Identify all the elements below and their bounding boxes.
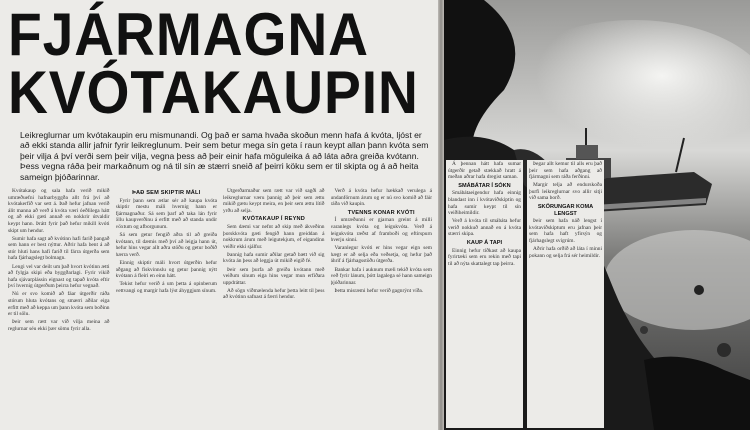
body-paragraph: Aðrir hafa orðið að láta í minni pokann og selja frá sér heimildir.	[529, 246, 602, 259]
body-paragraph: Lengi vel var deilt um það hvort kvótinn ætti að fylgja skipi eða byggðarlagi. Fyrir vikið hafa sjávarplássin eignast og tapað kvóta eftir því hvernig útgerðum þeirra hefur vegnað.	[8, 263, 110, 290]
headline-line-1: FJÁRMAGNA	[8, 1, 369, 68]
lede-paragraph: Leikreglurnar um kvótakaupin eru mismunandi. Og það er sama hvaða skoðun menn hafa á kvóta, ljóst er að ekki standa allir jafnir fyrir leikreglunum. Þeir sem betur mega sín geta í raun keypt allan þann kvóta sem þeir vilja á því verði sem þeir vilja, vegna þess að þeir einir hafa möguleika á að láta aðra greiða kvótann. Þess vegna ráða þeir markaðnum og ná til sín æ stærri sneið af þeirri köku sem er til skipta og á að heita sameign þjóðarinnar.	[20, 130, 429, 182]
article-column	[8, 188, 110, 426]
body-paragraph: Varanlegur kvóti er hins vegar eign sem hægt er að selja eða veðsetja, og hefur það áhrif á fjárhagsstöðu útgerða.	[330, 245, 432, 265]
article-column	[223, 188, 325, 426]
body-paragraph: Þetta misræmi hefur verið gagnrýnt víða.	[334, 287, 424, 294]
article-column	[527, 160, 604, 428]
article-columns	[8, 188, 432, 426]
headline-line-2: KVÓTAKAUPIN	[8, 59, 419, 126]
body-paragraph: Sumir hafa sagt að kvótinn hafi farið þangað sem hann er best nýttur. Aðrir hafa bent á að stór hluti hans hafi farið til fárra útgerða sem hafa fjárhagslegt bolmagn.	[8, 235, 110, 262]
body-paragraph: Þeir sem þurfa að greiða kvótann með veiðum sínum eiga hins vegar mun erfiðara uppdráttar.	[223, 266, 325, 286]
section-subheading: SKÖRUNGAR KOMA LENGST	[537, 204, 594, 217]
body-paragraph: Þegar allt kemur til alls eru það þeir sem hafa aðgang að fjármagni sem ráða ferðinni.	[529, 161, 602, 181]
article-column	[116, 188, 218, 426]
section-subheading: KVÓTAKAUP Í REYND	[242, 216, 306, 223]
body-paragraph: Fyrir þann sem ætlar sér að kaupa kvóta skiptir mestu máli hvernig hann er fjármagnaður. Sá sem þarf að taka lán fyrir öllu kaupverðinu á erfitt með að standa undir vöxtum og afborgunum.	[115, 197, 217, 230]
section-subheading: KAUP Á TAPI	[466, 240, 503, 247]
body-paragraph: Í umræðunni er gjarnan greint á milli varanlegs kvóta og leigukvóta. Verð á leigukvóta ræðst af framboði og eftirspurn hverju sinni.	[330, 217, 432, 244]
section-subheading: ÞAÐ SEM SKIPTIR MÁLI	[132, 190, 201, 196]
article-column	[331, 188, 433, 426]
section-subheading: SMÁBÁTAR Í SÓKN	[458, 182, 511, 189]
body-paragraph: Verð á kvóta hefur hækkað verulega á undanförnum árum og er nú svo komið að fáir ráða við kaupin.	[330, 188, 432, 208]
body-paragraph: Margir telja að endurskoða þurfi leikreglurnar svo allir sitji við sama borð.	[529, 182, 602, 202]
body-paragraph: Kvótakaup og sala hafa verið mikið umræðuefni hafnarbyggða allt frá því að kvótakerfið var sett á. Það hefur jafnan verið álit manna að verð á kvóta væri óeðlilega hátt og að ekki gæti annað en nokkrir útvaldir keypt hann. Þrátt fyrir það hefur mikill kvóti skipt um hendur.	[8, 188, 110, 234]
right-page	[444, 0, 750, 430]
body-paragraph: Sem dæmi var nefnt að skip með ákveðinn þorskkvóta gæti fengið hann greiddan á nokkrum árum með leigutekjum, ef eigandinn veiðir ekki sjálfur.	[223, 223, 325, 250]
body-paragraph: Verð á kvóta til smábáta hefur verið nokkuð annað en á kvóta stærri skipa.	[448, 218, 521, 238]
body-paragraph: Sá sem getur fengið aðra til að greiða kvótann, til dæmis með því að leigja hann út, hefur hins vegar allt aðra stöðu og getur boðið hærra verð.	[115, 232, 217, 258]
body-paragraph: Smábátaeigendur hafa einnig blandast inn í kvótaviðskiptin og hafa sumir keypt til sín veiðiheimildir.	[448, 190, 521, 217]
section-subheading: TVENNS KONAR KVÓTI	[347, 209, 415, 216]
body-paragraph: Þannig hafa sumir aðilar getað bætt við sig kvóta án þess að leggja út mikið eigið fé.	[223, 251, 325, 265]
body-paragraph: Einnig hefur tíðkast að kaupa fyrirtæki sem eru rekin með tapi til að nýta skattalegt tap þeirra.	[448, 247, 521, 267]
body-paragraph: Einnig skiptir máli hvort útgerðin hefur aðgang að fiskvinnslu og getur þannig nýtt kvótann á fleiri en einn hátt.	[115, 259, 217, 280]
body-paragraph: Þeir sem hafa náð lengst í kvótaviðskiptum eru jafnan þeir sem hafa haft yfirsýn og fjárhagslegt svigrúm.	[529, 218, 602, 245]
body-paragraph: Nú er svo komið að fáar útgerðir ráða stórum hluta kvótans og smærri aðilar eiga erfitt með að keppa um þann kvóta sem boðinn er til sölu.	[8, 291, 110, 318]
body-paragraph: Útgerðarmaður sem rætt var við sagði að leikreglurnar væru þannig að þeir sem ættu mikið gætu keypt meira, en þeir sem ættu lítið yrðu að selja.	[223, 188, 325, 214]
headline	[8, 1, 419, 126]
article-column	[446, 160, 523, 428]
body-paragraph: Að sögn viðmælenda hefur þetta leitt til þess að kvótinn safnast á færri hendur.	[223, 287, 325, 301]
body-paragraph: Á þennan hátt hafa sumar útgerðir getað stækkað hratt á meðan aðrar hafa dregist saman.	[448, 161, 521, 181]
continued-article-columns	[446, 160, 604, 428]
body-paragraph: Þeir sem rætt var við vilja meina að reglurnar séu ekki þær sömu fyrir alla.	[8, 319, 110, 332]
body-paragraph: Tekist hefur verið á um þetta á opinberum vettvangi og margir hafa lýst áhyggjum sínum.	[115, 281, 217, 294]
body-paragraph: Bankar hafa í auknum mæli tekið kvóta sem veð fyrir lánum, þótt lagalega sé hann sameign þjóðarinnar.	[330, 266, 432, 286]
